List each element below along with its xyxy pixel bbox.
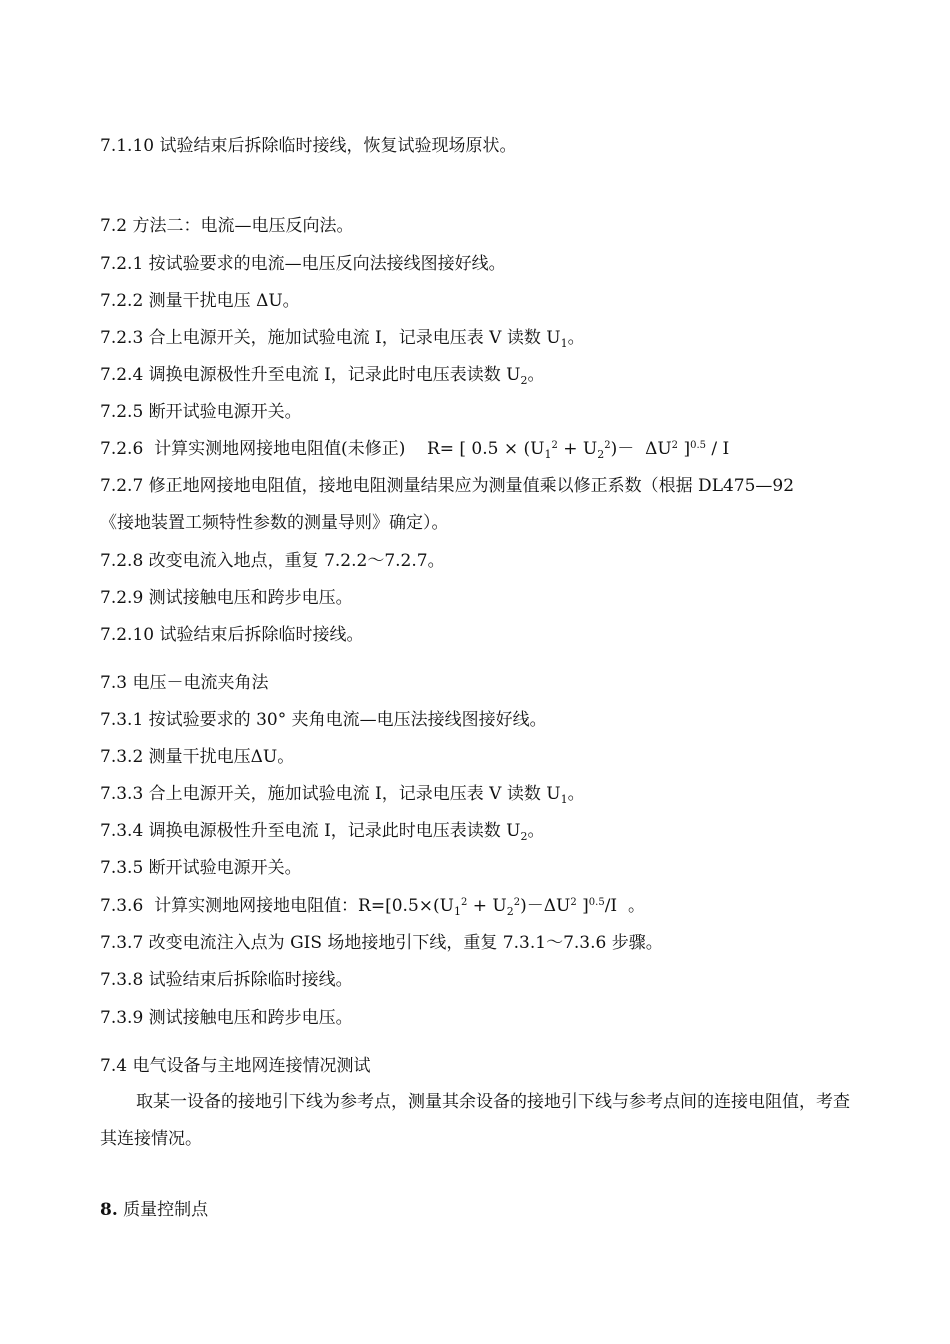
- step-7-3-8: 7.3.8 试验结束后拆除临时接线。: [100, 970, 353, 990]
- step-7-2-5: 7.2.5 断开试验电源开关。: [100, 402, 302, 422]
- step-7-2-7-line2: 《接地装置工频特性参数的测量导则》确定）。: [100, 513, 449, 533]
- step-7-2-1: 7.2.1 按试验要求的电流—电压反向法接线图接好线。: [100, 254, 506, 274]
- section-7-4-paragraph: 取某一设备的接地引下线为参考点，测量其余设备的接地引下线与参考点间的连接电阻值，考查其连接情况。: [100, 1092, 850, 1149]
- step-7-1-10: 7.1.10 试验结束后拆除临时接线，恢复试验现场原状。: [100, 136, 517, 156]
- step-7-2-4: 7.2.4 调换电源极性升至电流 I，记录此时电压表读数 $U_2$。: [100, 365, 545, 387]
- step-7-2-9: 7.2.9 测试接触电压和跨步电压。: [100, 588, 353, 608]
- step-7-2-7-line1: 7.2.7 修正地网接地电阻值，接地电阻测量结果应为测量值乘以修正系数（根据 DL475—92: [100, 476, 795, 496]
- step-7-2-10: 7.2.10 试验结束后拆除临时接线。: [100, 625, 364, 645]
- step-7-3-1: 7.3.1 按试验要求的 30° 夹角电流—电压法接线图接好线。: [100, 710, 547, 730]
- step-7-3-2: 7.3.2 测量干扰电压ΔU。: [100, 747, 295, 767]
- step-7-3-9: 7.3.9 测试接触电压和跨步电压。: [100, 1008, 353, 1028]
- step-7-2-3: 7.2.3 合上电源开关，施加试验电流 I，记录电压表 V 读数 $U_1$。: [100, 328, 585, 350]
- step-7-2-6-formula: 7.2.6 计算实测地网接地电阻值(未修正) R= [ $0.5 \times (U_1^2 + U_2^2)- \Delta U^2$ ]$^{0.5}$ / I: [100, 439, 730, 461]
- section-7-4-title: 7.4 电气设备与主地网连接情况测试: [100, 1056, 371, 1076]
- step-7-2-2: 7.2.2 测量干扰电压 ΔU。: [100, 291, 300, 311]
- step-7-3-4: 7.3.4 调换电源极性升至电流 I，记录此时电压表读数 $U_2$。: [100, 821, 545, 843]
- section-7-2-title: 7.2 方法二：电流—电压反向法。: [100, 216, 354, 236]
- step-7-3-6-formula: 7.3.6 计算实测地网接地电阻值：$R=[0.5\times(U_1^2 + U_2^2)-\Delta U^2$ ]$^{0.5}$/I 。: [100, 896, 645, 918]
- section-7-3-title: 7.3 电压－电流夹角法: [100, 673, 269, 693]
- step-7-3-3: 7.3.3 合上电源开关，施加试验电流 I，记录电压表 V 读数 $U_1$。: [100, 784, 585, 806]
- step-7-3-5: 7.3.5 断开试验电源开关。: [100, 858, 302, 878]
- step-7-2-8: 7.2.8 改变电流入地点，重复 7.2.2～7.2.7。: [100, 551, 445, 571]
- section-8-heading: 8. 质量控制点: [100, 1200, 209, 1220]
- step-7-3-7: 7.3.7 改变电流注入点为 GIS 场地接地引下线，重复 7.3.1～7.3.6 步骤。: [100, 933, 663, 953]
